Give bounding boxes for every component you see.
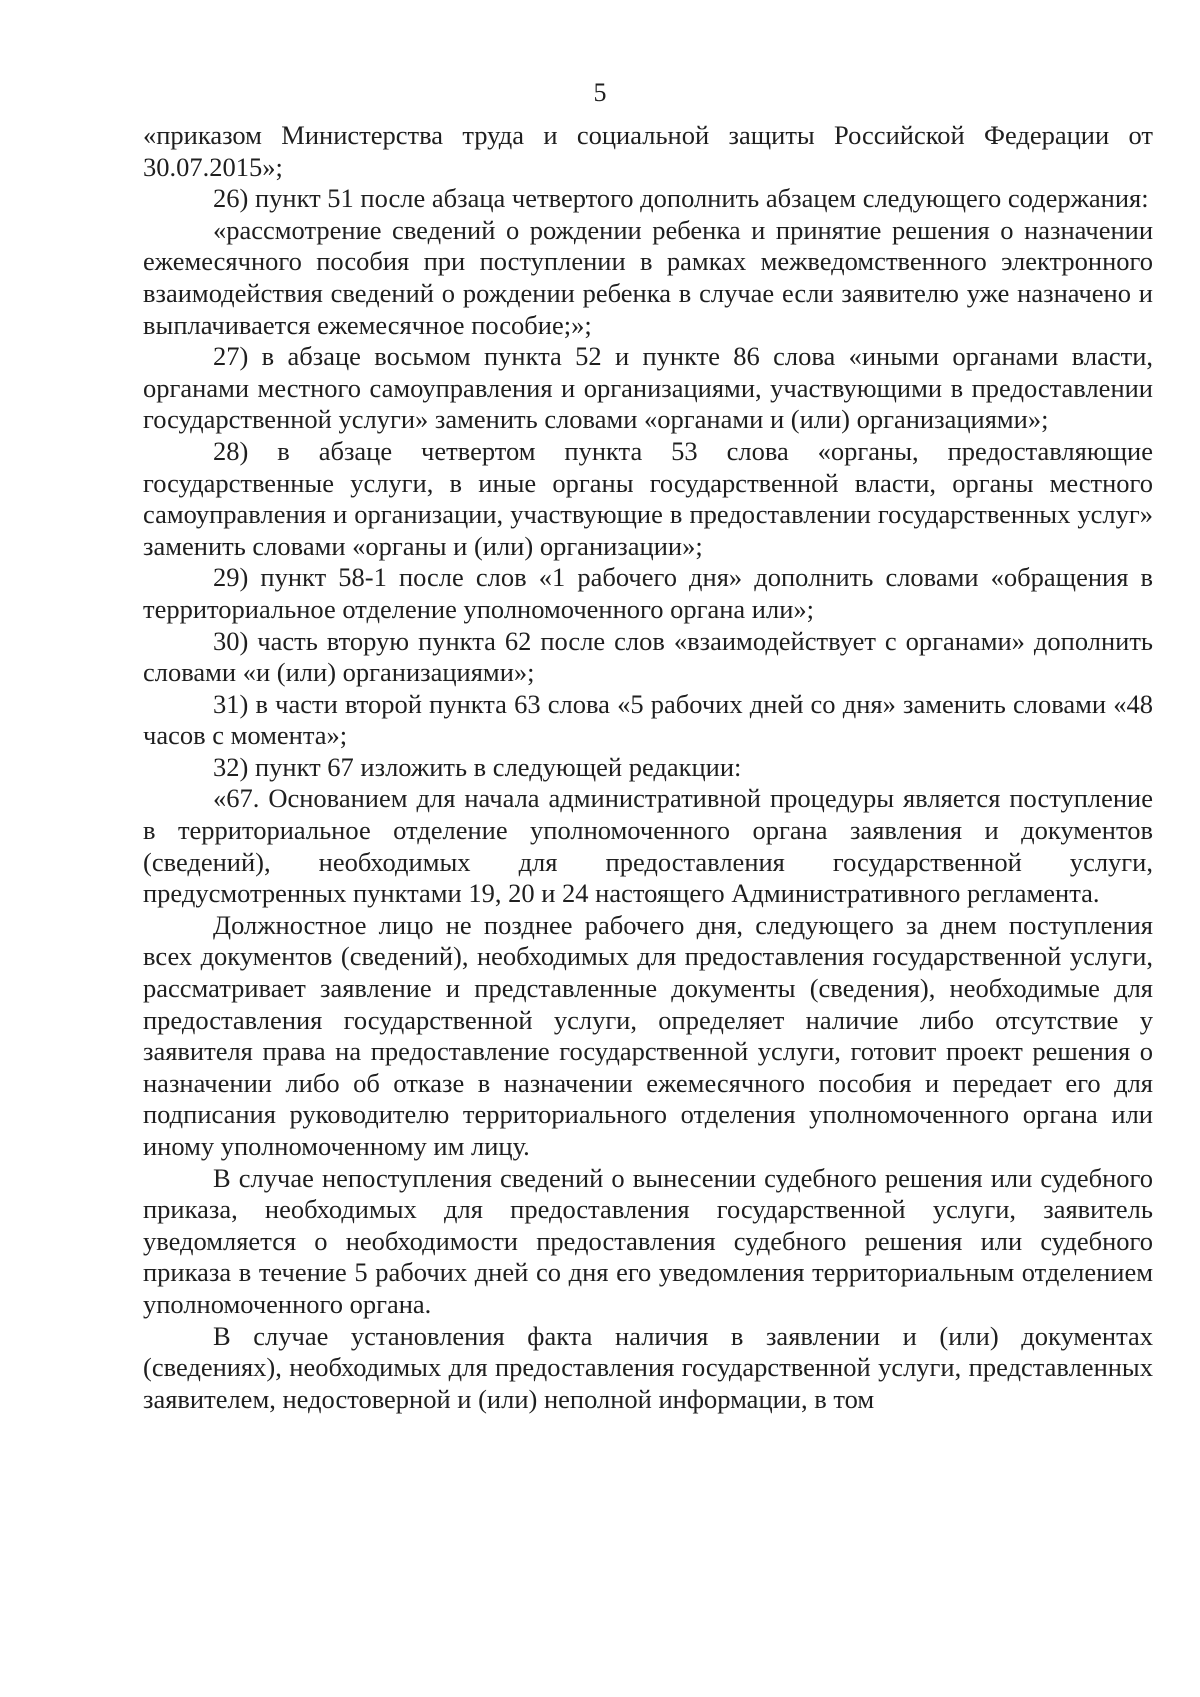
paragraph-item-31: 31) в части второй пункта 63 слова «5 рабочих дней со дня» заменить словами «48 часов с момента»; bbox=[143, 688, 1153, 751]
paragraph-court-decision: В случае непоступления сведений о вынесении судебного решения или судебного приказа, необходимых для предоставления государственной услуги, заявитель уведомляется о необходимости предоставления судебного решения или судебного приказа в течение 5 рабочих дней со дня его уведомления территориальным отделением уполномоченного органа. bbox=[143, 1162, 1153, 1319]
paragraph-false-information: В случае установления факта наличия в заявлении и (или) документах (сведениях), необходимых для предоставления государственной услуги, представленных заявителем, недостоверной и (или) неполной информации, в том bbox=[143, 1320, 1153, 1414]
paragraph-item-32: 32) пункт 67 изложить в следующей редакции: bbox=[213, 751, 742, 782]
paragraph-item-29: 29) пункт 58-1 после слов «1 рабочего дня» дополнить словами «обращения в территориальное отделение уполномоченного органа или»; bbox=[143, 562, 1153, 624]
paragraph-item-67: «67. Основанием для начала административной процедуры является поступление в территориальное отделение уполномоченного органа заявления и документов (сведений), необходимых для предоставления государственной услуги, предусмотренных пунктами 19, 20 и 24 настоящего Административного регламента. bbox=[143, 783, 1153, 909]
paragraph-item-28: 28) в абзаце четвертом пункта 53 слова «органы, предоставляющие государственные услуги, в иные органы государственной власти, органы местного самоуправления и организации, участвующие в предоставлении государственных услуг» заменить словами «органы и (или) организации»; bbox=[143, 435, 1153, 561]
paragraph-item-30: 30) часть вторую пункта 62 после слов «взаимодействует с органами» дополнить словами «и (или) организациями»; bbox=[143, 625, 1153, 688]
document-body bbox=[143, 120, 1153, 1415]
paragraph-1: «приказом Министерства труда и социальной защиты Российской Федерации от 30.07.2015»; bbox=[143, 120, 1153, 182]
paragraph-item-27: 27) в абзаце восьмом пункта 52 и пункте 86 слова «иными органами власти, органами местного самоуправления и организациями, участвующими в предоставлении государственной услуги» заменить словами «органами и (или) организациями»; bbox=[143, 341, 1153, 435]
paragraph-item-26: 26) пункт 51 после абзаца четвертого дополнить абзацем следующего содержания: bbox=[213, 183, 1149, 214]
page-number: 5 bbox=[593, 78, 607, 107]
paragraph-official-duty: Должностное лицо не позднее рабочего дня, следующего за днем поступления всех документов (сведений), необходимых для предоставления государственной услуги, рассматривает заявление и представленные документы (сведения), необходимые для предоставления государственной услуги, определяет наличие либо отсутствие у заявителя права на предоставление государственной услуги, готовит проект решения о назначении либо об отказе в назначении ежемесячного пособия и передает его для подписания руководителю территориального отделения уполномоченного органа или иному уполномоченному им лицу. bbox=[143, 909, 1153, 1161]
paragraph-item-26-quote: «рассмотрение сведений о рождении ребенка и принятие решения о назначении ежемесячного пособия при поступлении в рамках межведомственного электронного взаимодействия сведений о рождении ребенка в случае если заявителю уже назначено и выплачивается ежемесячное пособие;»; bbox=[143, 214, 1153, 340]
